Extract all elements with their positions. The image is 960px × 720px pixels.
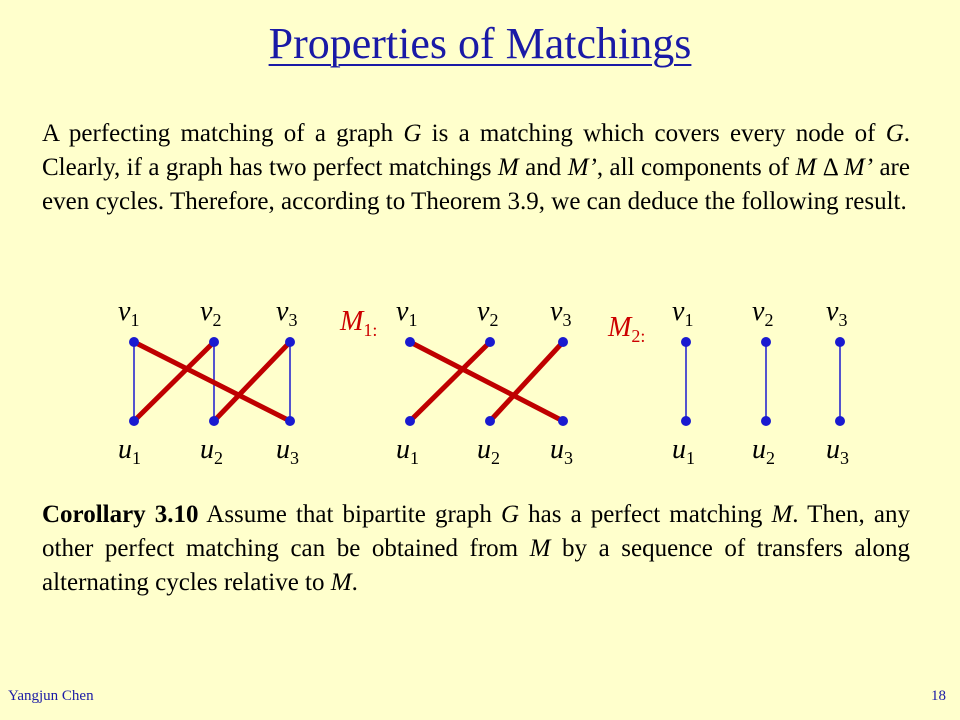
graph-m2-node-v1: [681, 337, 691, 347]
graph-m1-node-u1: [405, 416, 415, 426]
graph-m1-matching-edge-1: [410, 342, 490, 421]
graph-m2-label-u3: $u_3$: [826, 434, 849, 468]
graph-m1-matching-edge-0: [410, 342, 563, 421]
graph-m2-node-u2: [761, 416, 771, 426]
corollary-paragraph: Corollary 3.10 Assume that bipartite graph G has a perfect matching M. Then, any other perfect matching can be obtained from M by a sequence of transfers along alternating cycles relative to M.: [42, 501, 910, 596]
graph-g-label-v1: $v_1$: [118, 296, 140, 330]
graph-m1-label-u3: $u_3$: [550, 434, 573, 468]
intro-paragraph: A perfecting matching of a graph G is a matching which covers every node of G. Clearly, if a graph has two perfect matchings M and M’, all components of M Δ M’ are even cycles. Therefore, according to Theorem 3.9, we can deduce the following result.: [42, 120, 910, 215]
graph-m2-label-v2: $v_2$: [752, 296, 774, 330]
graph-m2-label-u1: $u_1$: [672, 434, 695, 468]
graph-g-label-v3: $v_3$: [276, 296, 298, 330]
graph-m1-label-u2: $u_2$: [477, 434, 500, 468]
graph-m1-label-v1: $v_1$: [396, 296, 418, 330]
page-title: Properties of Matchings: [268, 19, 692, 68]
graph-m1-node-u3: [558, 416, 568, 426]
author-footer: Yangjun Chen: [8, 688, 94, 704]
graph-g-node-u3: [285, 416, 295, 426]
graph-m2-node-u1: [681, 416, 691, 426]
graph-g-matching-edge-2: [214, 342, 290, 421]
graph-g-matching-edge-1: [134, 342, 214, 421]
graph-g-node-v3: [285, 337, 295, 347]
graph-m2-label-v3: $v_3$: [826, 296, 848, 330]
graph-m1-node-v3: [558, 337, 568, 347]
graph-m2-node-v3: [835, 337, 845, 347]
graph-g-node-v1: [129, 337, 139, 347]
graph-m1-label-v2: $v_2$: [477, 296, 499, 330]
m1-label: $M_{1:}$: [340, 306, 378, 340]
graph-m1-node-v2: [485, 337, 495, 347]
graph-m1-node-u2: [485, 416, 495, 426]
graph-m2-label-u2: $u_2$: [752, 434, 775, 468]
m2-label: $M_{2:}$: [608, 312, 646, 346]
graph-g-node-u1: [129, 416, 139, 426]
graph-g-node-v2: [209, 337, 219, 347]
graph-g-label-v2: $v_2$: [200, 296, 222, 330]
graph-g-node-u2: [209, 416, 219, 426]
graph-g-matching-edge-0: [134, 342, 290, 421]
matching-diagram: [0, 290, 960, 480]
page-number: 18: [931, 688, 946, 704]
graph-m1-label-u1: $u_1$: [396, 434, 419, 468]
graph-m1-node-v1: [405, 337, 415, 347]
graph-g-label-u1: $u_1$: [118, 434, 141, 468]
graph-m1-matching-edge-2: [490, 342, 563, 421]
graph-m2-node-u3: [835, 416, 845, 426]
graph-m1-label-v3: $v_3$: [550, 296, 572, 330]
graph-g-label-u3: $u_3$: [276, 434, 299, 468]
graph-m2-label-v1: $v_1$: [672, 296, 694, 330]
graph-m2-node-v2: [761, 337, 771, 347]
graph-g-label-u2: $u_2$: [200, 434, 223, 468]
